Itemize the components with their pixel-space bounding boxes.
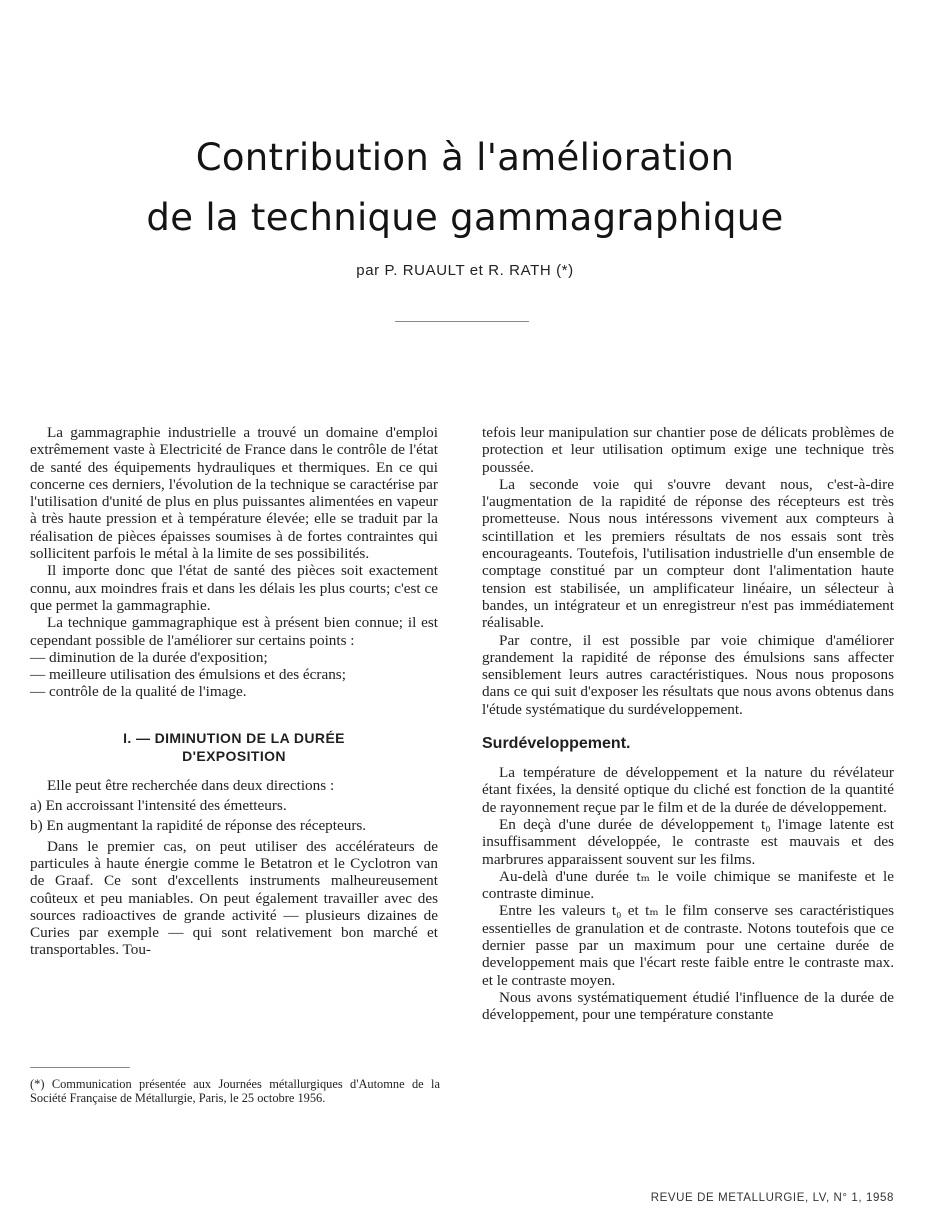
paragraph: Entre les valeurs t₀ et tₘ le film conserve ses caractéristiques essentielles de granulation et de contraste. Notons toutefois que ce dernier passe par un maximum pour une certaine durée de developpement mais que l'écart reste faible entre le contraste max. et le contraste moyen.	[482, 902, 894, 989]
journal-reference: REVUE DE METALLURGIE, LV, N° 1, 1958	[650, 1192, 894, 1204]
paragraph: Nous avons systématiquement étudié l'influence de la durée de développement, pour une température constante	[482, 988, 894, 1024]
subsection-heading: Surdéveloppement.	[482, 735, 631, 753]
list-item: — meilleure utilisation des émulsions et des écrans;	[30, 666, 346, 684]
section-heading-line-2: D'EXPOSITION	[182, 747, 286, 764]
paragraph: Il importe donc que l'état de santé des pièces soit exactement connu, aux moindres frais et dans les délais les plus courts; c'est ce que permet la gammagraphie.	[30, 562, 438, 614]
paragraph: Dans le premier cas, on peut utiliser des accélérateurs de particules à haute énergie comme le Betatron et le Cyclotron van de Graaf. Ce sont d'excellents instruments malheureusement coûteux et peu maniables. On peut également travailler avec des sources radioactives de grande activité — plusieurs dizaines de Curies par exemple — qui sont relativement bon marché et transportables. Tou-	[30, 837, 438, 959]
right-column	[482, 424, 894, 1024]
paragraph: Elle peut être recherchée dans deux directions :	[47, 776, 335, 794]
section-heading	[30, 729, 438, 765]
title-divider	[395, 321, 529, 322]
paragraph: En deçà d'une durée de développement t₀ l'image latente est insuffisamment développée, le contraste est mauvais et des marbrures apparaissent souvent sur les films.	[482, 815, 894, 868]
paragraph: tefois leur manipulation sur chantier pose de délicats problèmes de protection et leur utilisation optimum exige une technique très poussée.	[482, 424, 894, 476]
paragraph: Au-delà d'une durée tₘ le voile chimique se manifeste et le contraste diminue.	[482, 867, 894, 903]
paragraph: La seconde voie qui s'ouvre devant nous, c'est-à-dire l'augmentation de la rapidité de réponse des récepteurs est très prometteuse. Nous nous intéressons vivement aux compteurs à scintillation et les premiers résultats de nos essais sont très encourageants. Toutefois, l'utilisation industrielle d'un ensemble de comptage constitué par un compteur dont l'alimentation haute tension est stabilisée, un amplificateur linéaire, un sélecteur à bandes, un intégrateur et un enregistreur n'est pas immédiatement réalisable.	[482, 475, 894, 632]
section-heading-line-1: I. — DIMINUTION DE LA DURÉE	[123, 729, 345, 746]
paragraph: La gammagraphie industrielle a trouvé un domaine d'emploi extrêmement vaste à Electricité de France dans le contrôle de l'état de santé des équipements hydrauliques et thermiques. En ce qui concerne ces derniers, l'évolution de la technique se caractérise par l'utilisation d'unité de plus en plus puissantes alimentées en vapeur à très haute pression et à température élevée; elle se traduit par la réalisation de pièces épaisses soumises à de fortes contraintes qui sollicitent parfois le métal à la limite de ses possibilités.	[30, 424, 438, 563]
list-item: a) En accroissant l'intensité des émetteurs.	[30, 797, 287, 815]
paragraph: La technique gammagraphique est à présent bien connue; il est cependant possible de l'améliorer sur certains points :	[30, 614, 438, 649]
author-byline: par P. RUAULT et R. RATH (*)	[356, 262, 574, 279]
article-title-line-2: de la technique gammagraphique	[146, 196, 784, 239]
left-column	[30, 424, 438, 959]
list-item: — diminution de la durée d'exposition;	[30, 648, 268, 666]
paragraph: Par contre, il est possible par voie chimique d'améliorer grandement la rapidité de réponse des émulsions sans affecter sensiblement leurs autres caractéristiques. Nous nous proposons dans ce qui suit d'exposer les résultats que nous avons obtenus dans l'étude systématique du surdéveloppement.	[482, 631, 894, 718]
paragraph: La température de développement et la nature du révélateur étant fixées, la densité optique du cliché est fonction de la quantité de rayonnement reçue par le film et de la durée de développement.	[482, 764, 894, 816]
article-title-line-1: Contribution à l'amélioration	[195, 136, 735, 179]
footnote-divider	[30, 1067, 130, 1068]
list-item: — contrôle de la qualité de l'image.	[30, 683, 247, 701]
footnote: (*) Communication présentée aux Journées métallurgiques d'Automne de la Société Française de Métallurgie, Paris, le 25 octobre 1956.	[30, 1077, 440, 1106]
list-item: b) En augmentant la rapidité de réponse des récepteurs.	[30, 817, 367, 835]
